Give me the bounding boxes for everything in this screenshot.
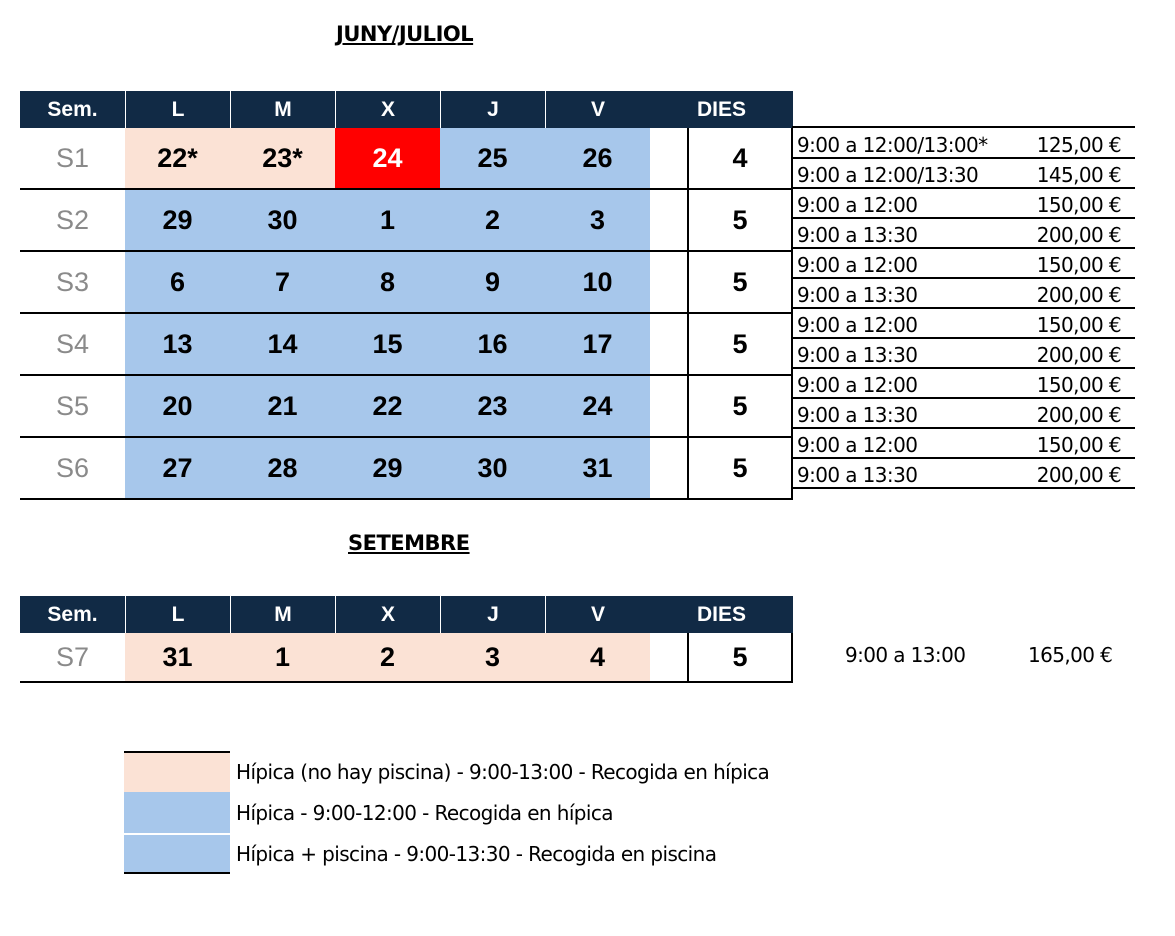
dies-count: 5: [687, 314, 793, 374]
day-cell: 3: [440, 633, 545, 681]
setembre-table: [20, 596, 793, 683]
week-row-s2: [20, 190, 793, 252]
header-day-l: L: [125, 91, 230, 128]
price-list: [792, 126, 1135, 489]
header-day-l: L: [125, 596, 230, 633]
price: 150,00 €: [1036, 193, 1121, 217]
day-cell: 25: [440, 128, 545, 188]
dies-count: 5: [687, 376, 793, 436]
price-row: [792, 369, 1135, 399]
gap-cell: [650, 128, 687, 188]
week-label: S4: [55, 328, 90, 359]
header-day-x: X: [335, 596, 440, 633]
price-row: [792, 339, 1135, 369]
price-row: [792, 189, 1135, 219]
price-row: [792, 219, 1135, 249]
price: 150,00 €: [1036, 313, 1121, 337]
day-cell: 16: [440, 314, 545, 374]
schedule: 9:00 a 12:00: [797, 193, 918, 217]
schedule: 9:00 a 12:00: [797, 253, 918, 277]
gap-cell: [650, 438, 687, 498]
day-cell: 2: [335, 633, 440, 681]
price: 200,00 €: [1036, 343, 1121, 367]
day-cell: 27: [125, 438, 230, 498]
legend-swatch-blue: [124, 792, 230, 833]
week-row-s3: [20, 252, 793, 314]
legend: [124, 751, 769, 874]
day-cell: 14: [230, 314, 335, 374]
setembre-schedule: 9:00 a 13:00: [845, 643, 966, 667]
week-label: S7: [55, 641, 90, 672]
day-cell: 22: [335, 376, 440, 436]
price: 200,00 €: [1036, 463, 1121, 487]
day-cell: 31: [125, 633, 230, 681]
legend-text: Hípica - 9:00-12:00 - Recogida en hípica: [236, 800, 613, 825]
schedule: 9:00 a 12:00: [797, 433, 918, 457]
header-row: [20, 91, 793, 128]
schedule: 9:00 a 12:00: [797, 373, 918, 397]
day-cell: 22*: [125, 128, 230, 188]
header-row: [20, 596, 793, 633]
setembre-price: 165,00 €: [1028, 643, 1113, 667]
day-cell: 23*: [230, 128, 335, 188]
gap-cell: [650, 190, 687, 250]
legend-swatch-peach: [124, 751, 230, 792]
price-row: [792, 128, 1135, 159]
day-cell: 21: [230, 376, 335, 436]
day-cell: 6: [125, 252, 230, 312]
gap-cell: [650, 633, 687, 681]
price: 200,00 €: [1036, 283, 1121, 307]
day-cell: 10: [545, 252, 650, 312]
legend-item: [124, 792, 769, 833]
price-row: [792, 309, 1135, 339]
price-row: [792, 159, 1135, 189]
gap-cell: [650, 252, 687, 312]
header-dies: DIES: [650, 91, 793, 128]
day-cell: 2: [440, 190, 545, 250]
price: 200,00 €: [1036, 223, 1121, 247]
legend-text: Hípica (no hay piscina) - 9:00-13:00 - Recogida en hípica: [236, 759, 770, 784]
dies-count: 4: [687, 128, 793, 188]
week-row-s6: [20, 438, 793, 500]
legend-item: [124, 833, 769, 874]
title-setembre: SETEMBRE: [348, 531, 470, 555]
day-cell: 1: [230, 633, 335, 681]
schedule: 9:00 a 13:30: [797, 343, 918, 367]
price-row: [792, 249, 1135, 279]
price: 145,00 €: [1036, 163, 1121, 187]
day-cell: 23: [440, 376, 545, 436]
week-row-s4: [20, 314, 793, 376]
header-sem: Sem.: [20, 596, 125, 633]
header-day-j: J: [440, 596, 545, 633]
price: 150,00 €: [1036, 433, 1121, 457]
week-label: S1: [55, 142, 90, 173]
day-cell-holiday: 24: [335, 128, 440, 188]
price-row: [792, 279, 1135, 309]
day-cell: 30: [440, 438, 545, 498]
week-label: S3: [55, 266, 90, 297]
gap-cell: [650, 376, 687, 436]
schedule: 9:00 a 12:00/13:00*: [797, 133, 988, 157]
header-day-x: X: [335, 91, 440, 128]
juny-juliol-table: [20, 91, 793, 500]
schedule: 9:00 a 12:00/13:30: [797, 163, 979, 187]
day-cell: 24: [545, 376, 650, 436]
header-day-v: V: [545, 91, 650, 128]
price: 150,00 €: [1036, 253, 1121, 277]
legend-text: Hípica + piscina - 9:00-13:30 - Recogida en piscina: [236, 841, 717, 866]
day-cell: 17: [545, 314, 650, 374]
week-row-s1: [20, 128, 793, 190]
week-label: S5: [55, 390, 90, 421]
header-day-j: J: [440, 91, 545, 128]
schedule: 9:00 a 12:00: [797, 313, 918, 337]
day-cell: 4: [545, 633, 650, 681]
day-cell: 29: [335, 438, 440, 498]
schedule: 9:00 a 13:30: [797, 463, 918, 487]
week-row-s7: [20, 633, 793, 683]
day-cell: 15: [335, 314, 440, 374]
header-dies: DIES: [650, 596, 793, 633]
dies-count: 5: [687, 190, 793, 250]
schedule: 9:00 a 13:30: [797, 403, 918, 427]
dies-count: 5: [687, 438, 793, 498]
day-cell: 7: [230, 252, 335, 312]
header-day-m: M: [230, 596, 335, 633]
gap-cell: [650, 314, 687, 374]
dies-count: 5: [687, 633, 793, 681]
dies-count: 5: [687, 252, 793, 312]
day-cell: 28: [230, 438, 335, 498]
day-cell: 1: [335, 190, 440, 250]
price-row: [792, 399, 1135, 429]
schedule: 9:00 a 13:30: [797, 223, 918, 247]
week-label: S6: [55, 452, 90, 483]
week-label: S2: [55, 204, 90, 235]
day-cell: 13: [125, 314, 230, 374]
day-cell: 30: [230, 190, 335, 250]
price-row: [792, 429, 1135, 459]
price: 150,00 €: [1036, 373, 1121, 397]
legend-swatch-blue: [124, 833, 230, 874]
title-juny-juliol: JUNY/JULIOL: [336, 22, 474, 46]
legend-item: [124, 751, 769, 792]
day-cell: 29: [125, 190, 230, 250]
day-cell: 8: [335, 252, 440, 312]
header-day-m: M: [230, 91, 335, 128]
price: 200,00 €: [1036, 403, 1121, 427]
header-day-v: V: [545, 596, 650, 633]
day-cell: 31: [545, 438, 650, 498]
day-cell: 26: [545, 128, 650, 188]
day-cell: 9: [440, 252, 545, 312]
day-cell: 20: [125, 376, 230, 436]
week-row-s5: [20, 376, 793, 438]
schedule: 9:00 a 13:30: [797, 283, 918, 307]
price-row: [792, 459, 1135, 489]
header-sem: Sem.: [20, 91, 125, 128]
day-cell: 3: [545, 190, 650, 250]
price: 125,00 €: [1036, 133, 1121, 157]
